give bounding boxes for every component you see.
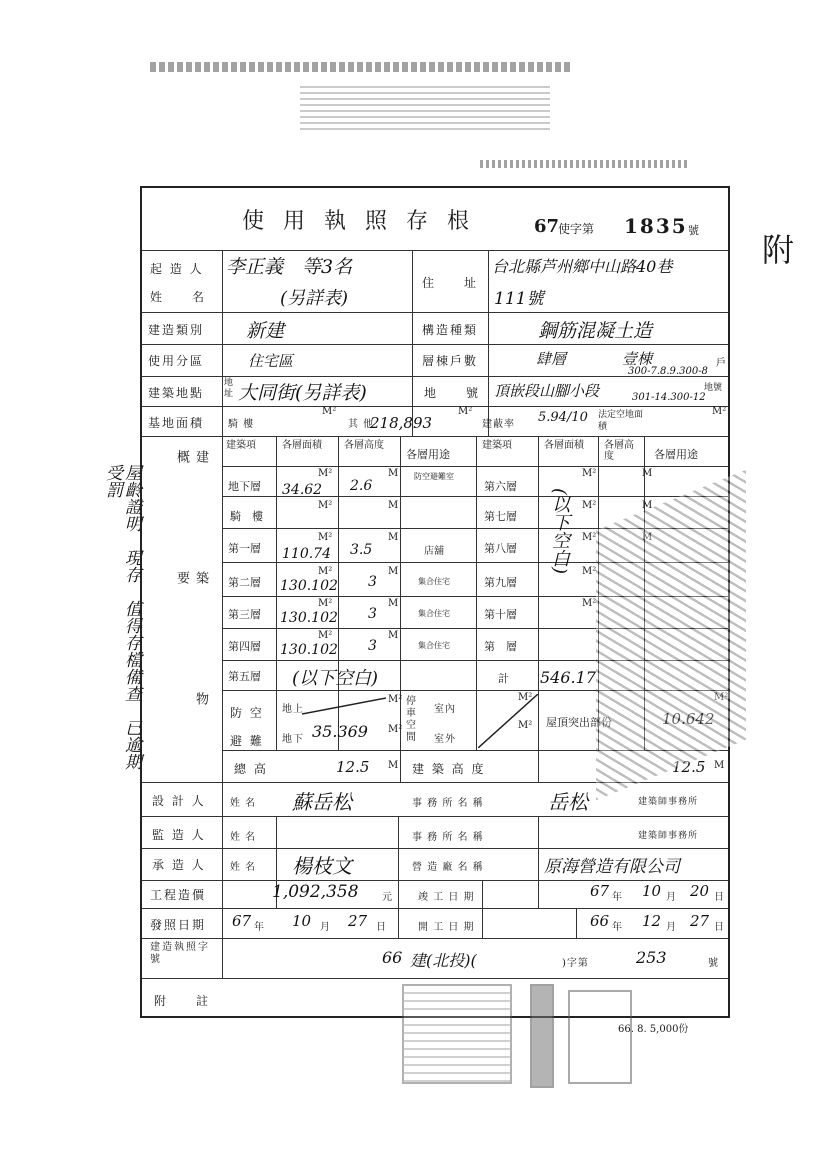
category-label: 建造類別 (148, 323, 205, 337)
refuge-label: 避 難 (230, 734, 264, 748)
floor-row-4-label: 第四層 (228, 640, 261, 653)
lot-numbers-1: 300-7.8.9.300-8 (628, 366, 708, 377)
floor-row-basement-label: 地下層 (228, 480, 261, 493)
site-area-label: 基地面積 (148, 416, 205, 430)
lot-label: 地 號 (424, 386, 481, 400)
floor-row-n-label: 第 層 (484, 640, 517, 653)
building-height-unit: M (714, 760, 725, 771)
shelter-label: 防 空 (230, 706, 264, 720)
applicant-address-number: 111號 (494, 289, 544, 309)
contractor-name-label: 姓 名 (230, 862, 257, 873)
floor-row-4-use: 集合住宅 (418, 641, 450, 650)
col-use-right: 各層用途 (654, 448, 698, 461)
completion-year-unit: 年 (612, 892, 623, 903)
lot-value: 頂嵌段山腳小段 (494, 382, 600, 400)
permit-prefix: 使字第 (558, 222, 595, 236)
permit-origin-number: 253 (636, 948, 667, 967)
arcade-label: 騎 樓 (228, 419, 255, 430)
shelter-unit: M² (388, 694, 403, 705)
permit-label: 建造執照字號 (150, 942, 210, 965)
cost-label: 工程造價 (150, 888, 207, 902)
parking-unit: M² (518, 692, 533, 703)
issue-day: 27 (348, 912, 368, 930)
unit-m2: M² (582, 598, 597, 609)
other-label: 其 他 (348, 419, 375, 430)
permit-origin-paren: )字第 (562, 958, 589, 969)
roof-value: 10.642 (662, 710, 715, 728)
unit-m2: M² (318, 566, 333, 577)
supervisor-name-label: 姓 名 (230, 832, 257, 843)
parking-label: 停車空間 (406, 696, 416, 743)
outdoor-label: 室外 (434, 734, 456, 745)
issue-year-unit: 年 (254, 922, 265, 933)
issue-year: 67 (232, 912, 252, 930)
floor-total-label: 計 (498, 672, 509, 685)
above-ground-label: 地上 (282, 704, 304, 715)
parking-strike-line (478, 694, 538, 748)
cost-value: 1,092,358 (272, 882, 359, 902)
designer-office-suffix: 建築師事務所 (638, 797, 699, 807)
floor-row-5-label: 第五層 (228, 670, 261, 683)
floor-row-2-area: 130.102 (280, 578, 338, 594)
issue-month: 10 (292, 912, 312, 930)
col-item-right: 建築項 (482, 440, 512, 451)
designer-label: 設 計 人 (152, 794, 206, 808)
unit-m: M (388, 532, 399, 543)
start-year: 66 (590, 912, 610, 930)
completion-label: 竣 工 日 期 (418, 892, 475, 903)
notes-label: 附 註 (154, 994, 211, 1008)
designated-unit: M² (712, 406, 727, 417)
floor-row-6-label: 第六層 (484, 480, 517, 493)
unit-m2: M² (318, 500, 333, 511)
unit-m2: M² (318, 468, 333, 479)
footer-print-info: 66. 8. 5,000份 (618, 1024, 689, 1035)
col-height-left: 各層高度 (344, 440, 384, 451)
shelter-unit: M² (388, 724, 403, 735)
col-area-right: 各層面積 (544, 440, 584, 451)
builder-label: 起 造 人 (150, 262, 204, 276)
household-unit: 戶 (716, 358, 726, 369)
faded-reference-line (480, 160, 690, 168)
designated-label: 法定空地面積 (598, 410, 644, 432)
completion-month: 10 (642, 882, 662, 900)
floor-row-4-height: 3 (368, 638, 377, 654)
contractor-factory: 原海營造有限公司 (544, 857, 680, 877)
floors-value: 肆層 (536, 350, 567, 368)
col-height-right: 各層高度 (604, 440, 634, 462)
right-blank-note: (以下空白) (549, 488, 570, 575)
col-item-left: 建築項 (226, 440, 256, 451)
unit-m2: M² (582, 566, 597, 577)
floor-row-3-use: 集合住宅 (418, 609, 450, 618)
floor-row-1-use: 店舖 (424, 546, 444, 557)
floor-row-3-area: 130.102 (280, 610, 338, 626)
building-height-label: 建 築 高 度 (412, 762, 486, 776)
applicant-name-note: (另詳表) (280, 288, 349, 309)
structure-label: 構造種類 (422, 323, 479, 337)
applicant-name: 李正義 等3名 (226, 256, 353, 278)
stamp-right (568, 990, 632, 1084)
floor-row-basement-height: 2.6 (350, 478, 373, 494)
roof-unit: M² (714, 692, 729, 703)
address-label: 住 址 (422, 276, 479, 290)
col-use-left: 各層用途 (406, 448, 450, 461)
floors-label: 層棟戶數 (422, 354, 479, 368)
roof-label: 屋頂突出部份 (546, 716, 612, 729)
unit-m2: M² (582, 532, 597, 543)
floor-row-10-label: 第十層 (484, 608, 517, 621)
permit-suffix: 號 (688, 224, 699, 237)
permit-year: 67 (534, 216, 560, 237)
floor-row-basement-area: 34.62 (282, 482, 323, 498)
floor-row-1-height: 3.5 (350, 542, 373, 558)
issue-label: 發照日期 (150, 918, 207, 932)
site-label: 建築地點 (148, 386, 205, 400)
other-unit: M² (458, 406, 473, 417)
floor-row-1-area: 110.74 (282, 546, 331, 562)
unit-m: M (388, 630, 399, 641)
unit-m: M (642, 532, 653, 543)
zone-label: 使用分區 (148, 354, 205, 368)
floor-row-1-label: 第一層 (228, 542, 261, 555)
start-month-unit: 月 (666, 922, 677, 933)
structure-value: 鋼筋混凝土造 (538, 320, 653, 342)
permit-origin-year: 66 (382, 948, 403, 967)
total-height-unit: M (388, 760, 399, 771)
unit-m2: M² (318, 598, 333, 609)
parking-unit: M² (518, 720, 533, 731)
floor-row-arcade-label: 騎 樓 (230, 510, 263, 523)
floor-row-7-label: 第七層 (484, 510, 517, 523)
supervisor-label: 監 造 人 (152, 828, 206, 842)
coverage-value: 5.94/10 (538, 410, 588, 425)
zone-value: 住宅區 (248, 352, 294, 370)
designer-name-label: 姓 名 (230, 798, 257, 809)
designer-office-label: 事 務 所 名 稱 (412, 798, 484, 809)
floor-row-basement-use: 防空避難室 (414, 472, 454, 481)
below-ground-value: 35.369 (312, 722, 368, 741)
floor-row-2-use: 集合住宅 (418, 577, 450, 586)
issue-day-unit: 日 (376, 922, 387, 933)
unit-m2: M² (318, 532, 333, 543)
supervisor-office-label: 事 務 所 名 稱 (412, 832, 484, 843)
completion-day: 20 (690, 882, 710, 900)
faded-header-stamp (300, 82, 550, 130)
floor-row-4-area: 130.102 (280, 642, 338, 658)
floor-row-9-label: 第九層 (484, 576, 517, 589)
floor-row-2-label: 第二層 (228, 576, 261, 589)
lot-suffix: 地號 (704, 383, 723, 393)
margin-note: 屋齡證明 現存 值得存檔備查 已逾期 受罰 (102, 464, 141, 787)
total-height-label: 總 高 (234, 762, 268, 776)
unit-m: M (388, 566, 399, 577)
other-value: 218,893 (370, 414, 433, 432)
arcade-unit: M² (322, 406, 337, 417)
permit-number: 1835 (624, 214, 688, 238)
below-ground-label: 地下 (282, 734, 304, 745)
building-height-value: 12.5 (672, 758, 706, 776)
unit-m2: M² (582, 468, 597, 479)
building-summary-label: 建 築 物 概 要 (174, 450, 208, 758)
start-day: 27 (690, 912, 710, 930)
floor-row-3-height: 3 (368, 606, 377, 622)
issue-month-unit: 月 (320, 922, 331, 933)
contractor-name: 楊枝文 (292, 854, 352, 878)
contractor-label: 承 造 人 (152, 858, 206, 872)
designer-name: 蘇岳松 (292, 790, 352, 814)
stamp-left (402, 984, 512, 1084)
start-month: 12 (642, 912, 662, 930)
floor-row-5-blank-note: (以下空白) (292, 668, 379, 689)
form-title: 使 用 執 照 存 根 (242, 209, 475, 234)
unit-m: M (388, 598, 399, 609)
category-value: 新建 (246, 320, 285, 342)
stamp-middle (530, 984, 554, 1088)
col-area-left: 各層面積 (282, 440, 322, 451)
right-edge-text: 附 (762, 231, 795, 269)
coverage-label: 建蔽率 (482, 419, 515, 430)
unit-m: M (388, 468, 399, 479)
permit-origin-office: 建(北投)( (410, 951, 477, 970)
faded-header-band (150, 62, 570, 72)
applicant-address: 台北縣芦州鄉中山路40巷 (492, 257, 673, 276)
above-ground-strike-line (302, 694, 386, 718)
site-sub-label: 地址 (224, 378, 234, 399)
permit-origin-suffix: 號 (708, 958, 719, 969)
indoor-label: 室內 (434, 704, 456, 715)
completion-year: 67 (590, 882, 610, 900)
unit-m: M (388, 500, 399, 511)
unit-m2: M² (318, 630, 333, 641)
unit-m: M (642, 468, 653, 479)
contractor-factory-label: 營 造 廠 名 稱 (412, 862, 484, 873)
unit-m: M (642, 500, 653, 511)
floor-row-8-label: 第八層 (484, 542, 517, 555)
name-label: 姓 名 (150, 290, 207, 304)
total-height-value: 12.5 (336, 758, 370, 776)
supervisor-office-suffix: 建築師事務所 (638, 831, 699, 841)
start-label: 開 工 日 期 (418, 922, 475, 933)
start-year-unit: 年 (612, 922, 623, 933)
lot-numbers-2: 301-14.300-12 (632, 392, 706, 403)
floor-row-2-height: 3 (368, 574, 377, 590)
site-address: 大同街(另詳表) (238, 382, 367, 404)
unit-m2: M² (582, 500, 597, 511)
designer-office: 岳松 (548, 790, 588, 814)
start-day-unit: 日 (714, 922, 725, 933)
floor-row-3-label: 第三層 (228, 608, 261, 621)
buildings-value: 壹棟 (622, 350, 653, 368)
cost-unit: 元 (382, 892, 393, 903)
completion-month-unit: 月 (666, 892, 677, 903)
floor-total-value: 546.17 (540, 668, 596, 687)
completion-day-unit: 日 (714, 892, 725, 903)
